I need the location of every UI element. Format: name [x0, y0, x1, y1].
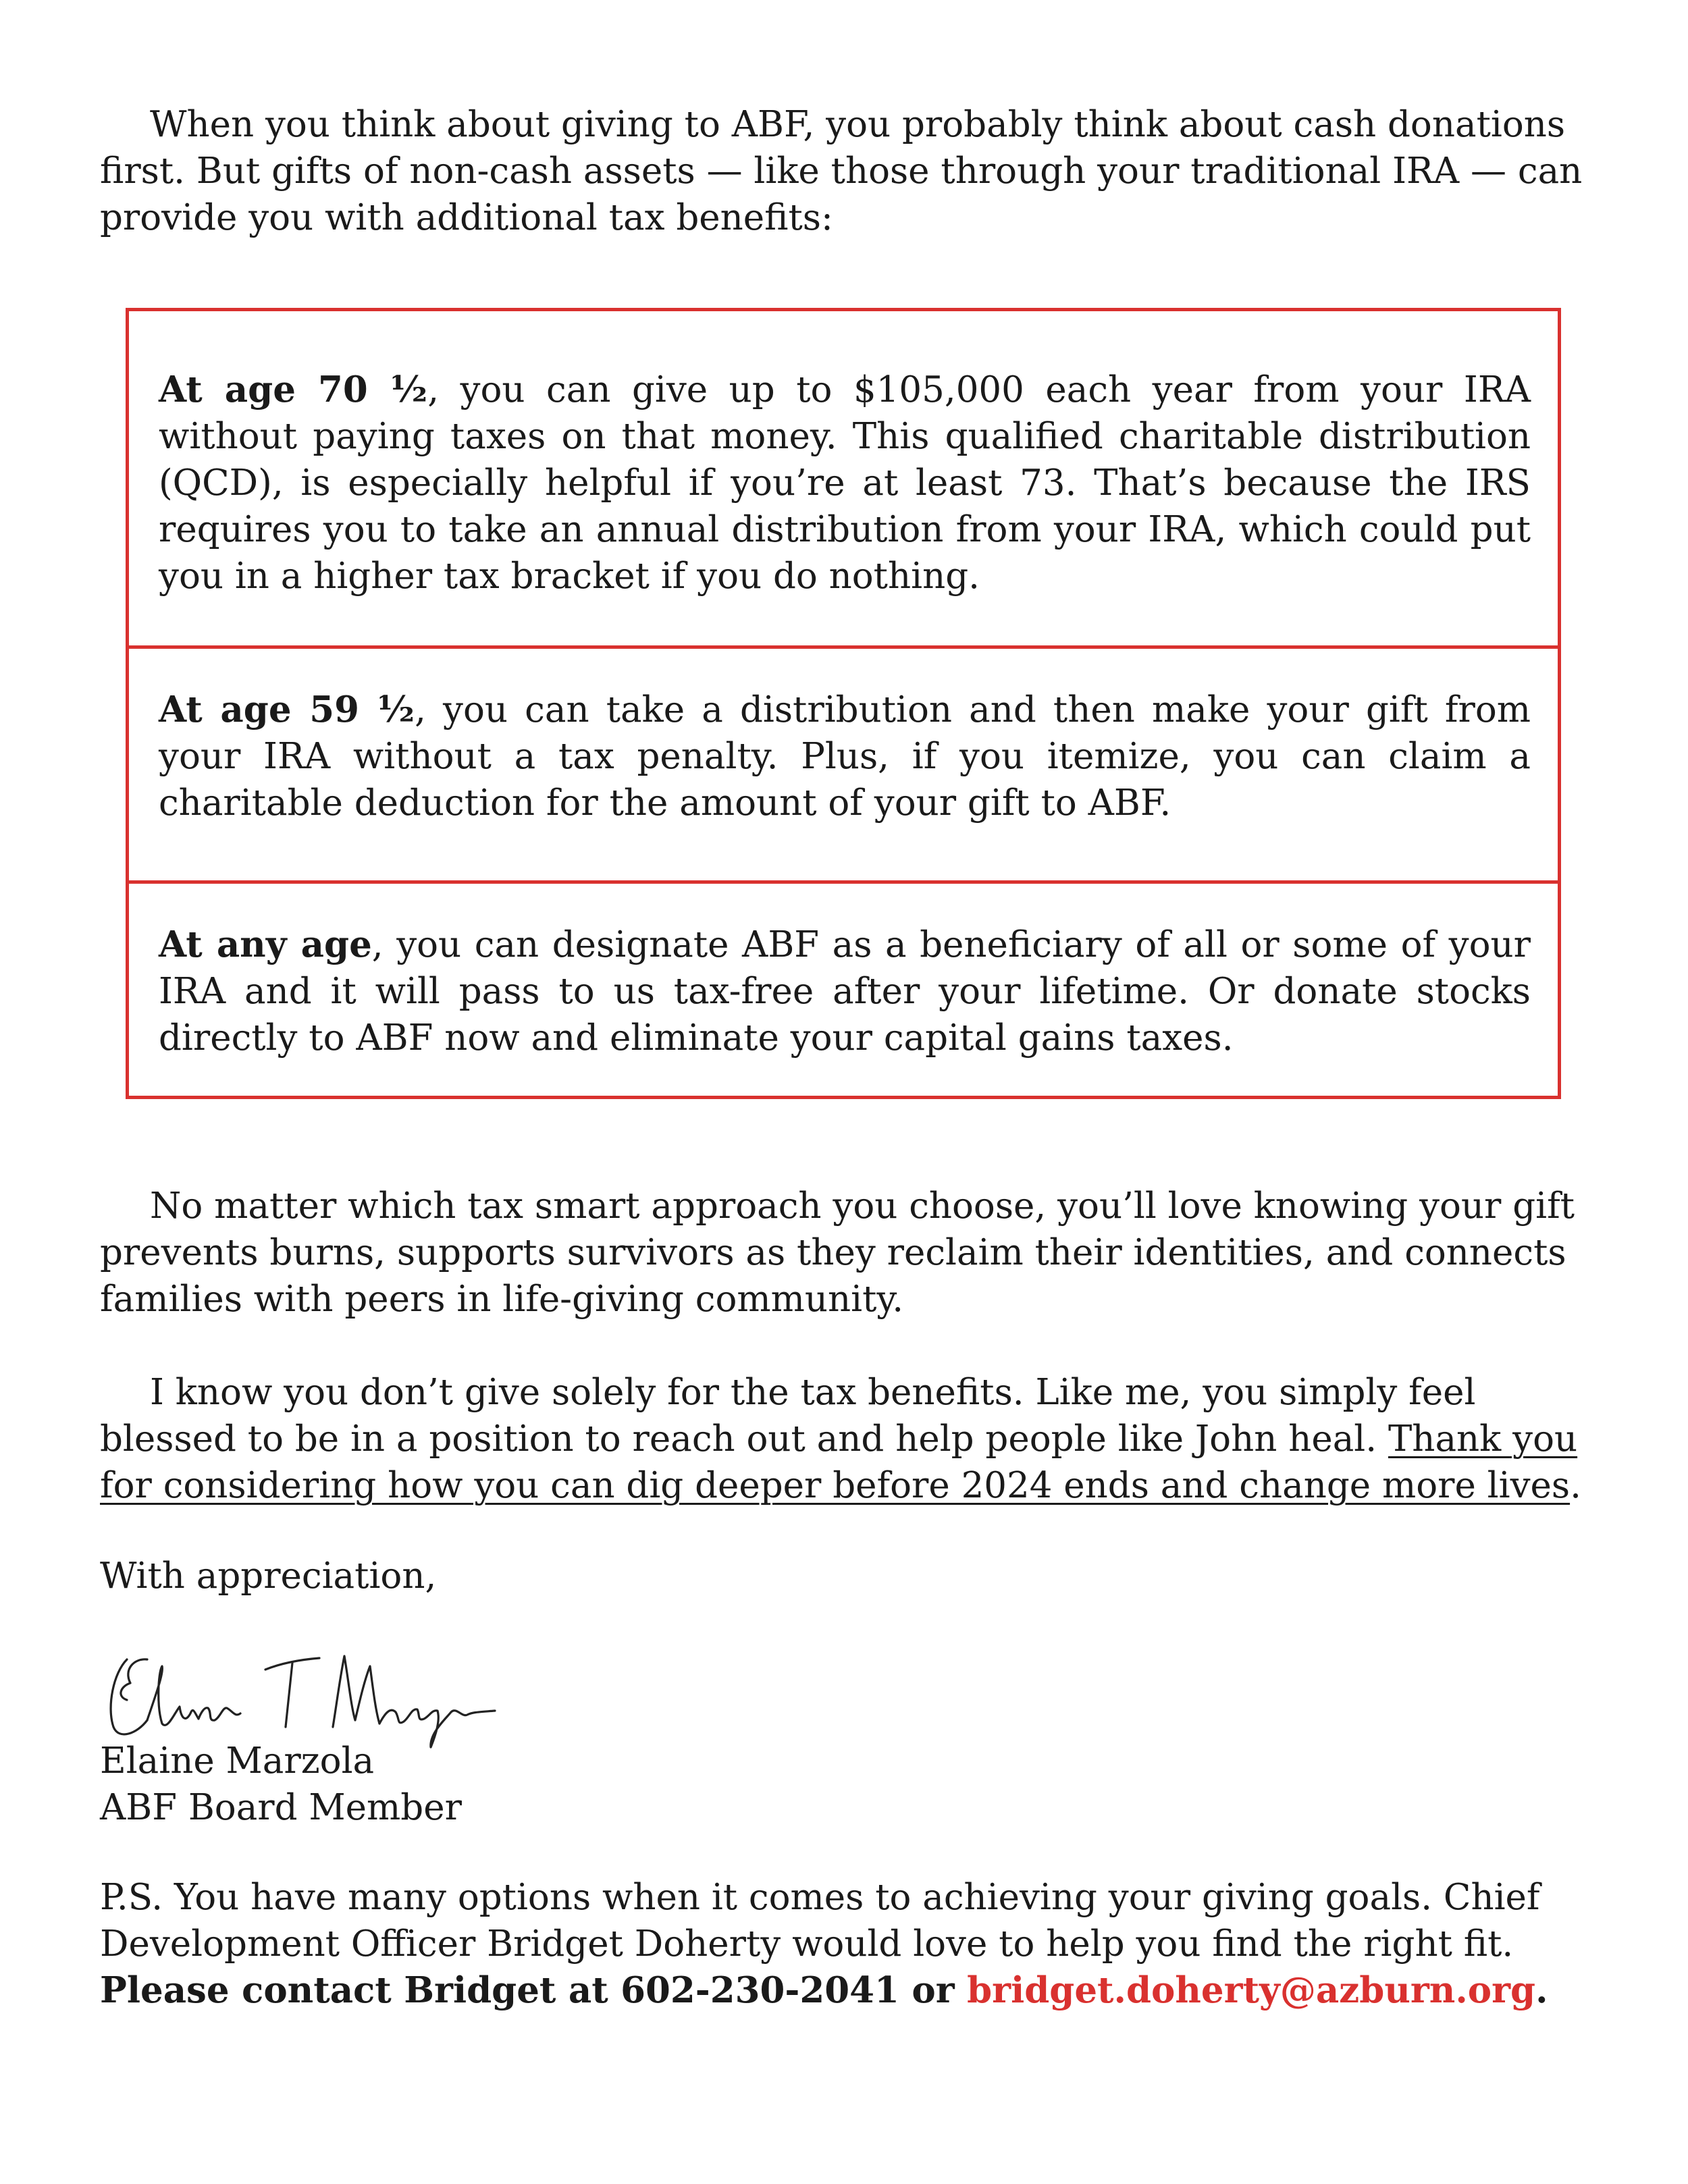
option-lead: At age 70 ½ [159, 369, 428, 410]
impact-paragraph: No matter which tax smart approach you choose, you’ll love knowing your gift prevents burns, supports survivors as they reclaim their identities, and connects families with peers in life-giving community. [100, 1186, 1575, 1320]
option-lead: At any age [159, 924, 372, 965]
ira-options-box [126, 308, 1561, 1099]
option-text: , you can designate ABF as a beneficiary of all or some of your IRA and it will pass to us tax-free after your lifetime. Or donate stocks directly to ABF now and eliminate your capital gains taxes. [159, 924, 1531, 1059]
thanks-underlined: Thank you for considering how you can dig deeper before 2024 ends and change more lives [100, 1418, 1578, 1506]
closing-line: With appreciation, [100, 1555, 437, 1597]
option-any-age [129, 884, 1558, 1096]
option-lead: At age 59 ½ [159, 689, 415, 730]
ps-text: P.S. You have many options when it comes to achieving your giving goals. Chief Development Officer Bridget Doherty would love to help you find the right fit. [100, 1877, 1540, 1965]
option-text: , you can give up to $105,000 each year from your IRA without paying taxes on that money. This qualified charitable distribution (QCD), is especially helpful if you’re at least 73. That’s because the IRS requires you to take an annual distribution from your IRA, which could put you in a higher tax bracket if you do nothing. [159, 369, 1531, 597]
thanks-text: I know you don’t give solely for the tax benefits. Like me, you simply feel blessed to be in a position to reach out and help people like John heal. [100, 1372, 1476, 1460]
option-text: , you can take a distribution and then make your gift from your IRA without a tax penalty. Plus, if you itemize, you can claim a charitable deduction for the amount of your gift to ABF. [159, 689, 1531, 824]
option-age-59 [129, 649, 1558, 884]
thanks-paragraph [100, 1369, 1585, 1509]
contact-email-link[interactable]: bridget.doherty@azburn.org [967, 1969, 1536, 2011]
intro-paragraph: When you think about giving to ABF, you probably think about cash donations first. But gifts of non-cash assets — like those through your traditional IRA — can provide you with additional tax benefits: [100, 104, 1583, 238]
signer-title: ABF Board Member [100, 1787, 462, 1828]
thanks-end: . [1570, 1465, 1581, 1506]
ps-contact: Please contact Bridget at 602-230-2041 or [100, 1969, 968, 2011]
ps-paragraph [100, 1874, 1585, 2014]
option-age-70 [129, 311, 1558, 649]
ps-end: . [1535, 1969, 1548, 2011]
signer-name: Elaine Marzola [100, 1740, 375, 1782]
signature-image [100, 1632, 505, 1754]
